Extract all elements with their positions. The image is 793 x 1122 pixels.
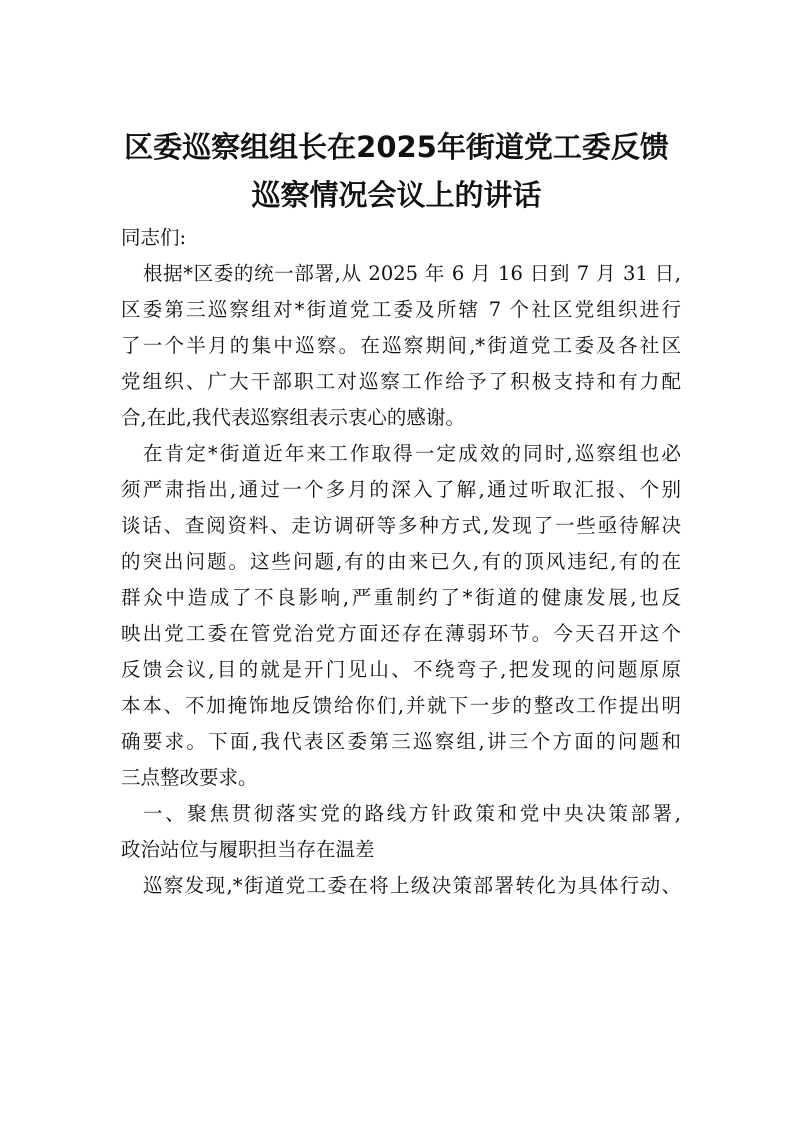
paragraph-line: 合,在此,我代表巡察组表示衷心的感谢。 bbox=[121, 406, 465, 429]
salutation-text: 同志们: bbox=[121, 226, 187, 249]
paragraph-line: 群众中造成了不良影响,严重制约了*街道的健康发展,也反 bbox=[121, 586, 681, 609]
paragraph-intro bbox=[121, 256, 681, 436]
paragraph-line: 三点整改要求。 bbox=[121, 766, 258, 789]
paragraph-line: 了一个半月的集中巡察。在巡察期间,*街道党工委及各社区 bbox=[121, 334, 681, 357]
document-title bbox=[100, 123, 693, 219]
section-heading-line: 政治站位与履职担当存在温差 bbox=[121, 838, 375, 861]
title-line: 区委巡察组组长在2025年街道党工委反馈 bbox=[124, 130, 669, 164]
salutation bbox=[121, 220, 681, 256]
paragraph-section-one bbox=[121, 868, 681, 904]
document-body bbox=[121, 220, 681, 904]
paragraph-line: 区委第三巡察组对*街道党工委及所辖 7 个社区党组织进行 bbox=[121, 298, 681, 321]
paragraph-line: 根据*区委的统一部署,从 2025 年 6 月 16 日到 7 月 31 日, bbox=[143, 262, 681, 285]
paragraph-line: 本本、不加掩饰地反馈给你们,并就下一步的整改工作提出明 bbox=[121, 694, 681, 717]
section-heading-one bbox=[121, 796, 681, 868]
section-heading-line: 一、聚焦贯彻落实党的路线方针政策和党中央决策部署, bbox=[143, 802, 681, 825]
paragraph-line: 在肯定*街道近年来工作取得一定成效的同时,巡察组也必 bbox=[143, 442, 681, 465]
paragraph-line: 须严肃指出,通过一个多月的深入了解,通过听取汇报、个别 bbox=[121, 478, 681, 501]
paragraph-line: 的突出问题。这些问题,有的由来已久,有的顶风违纪,有的在 bbox=[121, 550, 681, 573]
paragraph-line: 确要求。下面,我代表区委第三巡察组,讲三个方面的问题和 bbox=[121, 730, 681, 753]
paragraph-line: 党组织、广大干部职工对巡察工作给予了积极支持和有力配 bbox=[121, 370, 681, 393]
paragraph-line: 巡察发现,*街道党工委在将上级决策部署转化为具体行动、 bbox=[143, 874, 681, 897]
paragraph-line: 映出党工委在管党治党方面还存在薄弱环节。今天召开这个 bbox=[121, 622, 681, 645]
title-line: 巡察情况会议上的讲话 bbox=[251, 178, 542, 212]
paragraph-findings bbox=[121, 436, 681, 796]
paragraph-line: 谈话、查阅资料、走访调研等多种方式,发现了一些亟待解决 bbox=[121, 514, 681, 537]
paragraph-line: 反馈会议,目的就是开门见山、不绕弯子,把发现的问题原原 bbox=[121, 658, 681, 681]
